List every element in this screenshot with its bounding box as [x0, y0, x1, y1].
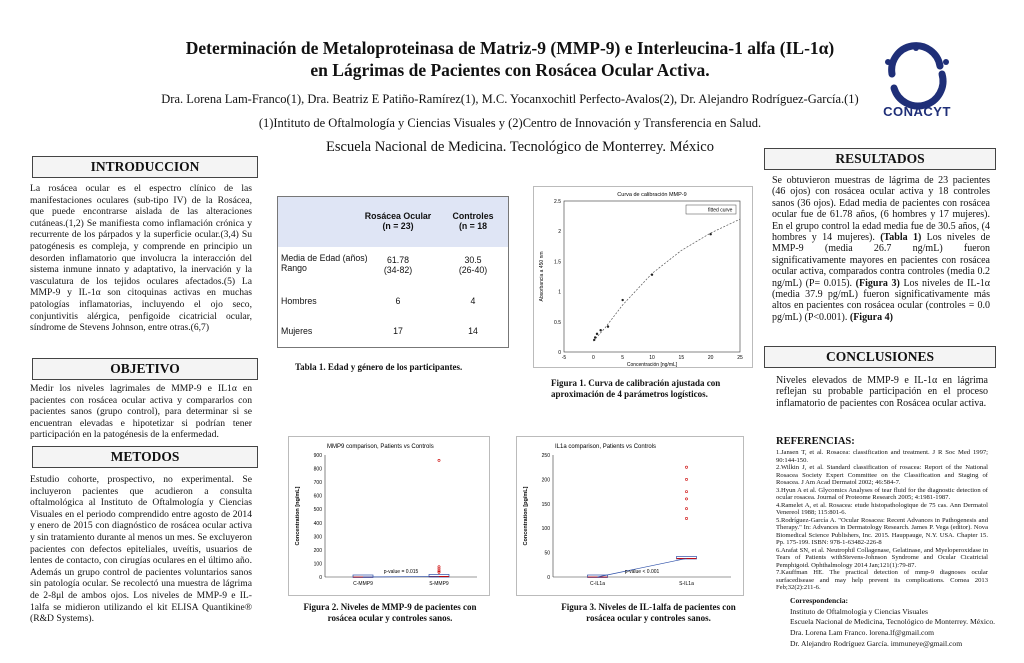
- logo-text: CONACYT: [883, 104, 951, 119]
- y-axis-label: Concentration [pg/mL]: [523, 486, 529, 546]
- data-point: [599, 329, 601, 331]
- institutions: (1)Intituto de Oftalmología y Ciencias Visuales y (2)Centro de Innovación y Transferencia en Salud.: [258, 116, 762, 130]
- conclusiones-text: Niveles elevados de MMP-9 e IL-1α en lágrima reflejan su probable participación en el proceso inflamatorio de pacientes con Rosácea ocular activa.: [776, 375, 988, 409]
- participants-table: [277, 196, 509, 348]
- y-tick-label: 300: [313, 534, 322, 541]
- section-metodos: METODOS: [32, 446, 258, 468]
- outlier-point: [685, 491, 687, 493]
- outlier-point: [685, 466, 687, 468]
- outlier-point: [685, 517, 687, 519]
- resultados-text: [772, 175, 990, 323]
- section-resultados: RESULTADOS: [764, 148, 996, 170]
- chart-title: MMP9 comparison, Patients vs Controls: [327, 444, 434, 450]
- figure-3-caption: Figura 3. Niveles de IL-1alfa de pacientes con rosácea ocular y controles sanos.: [561, 602, 736, 623]
- y-tick-label: 250: [541, 453, 550, 459]
- table-row-label: Media de Edad (años) Rango: [281, 253, 368, 273]
- y-tick-label: 200: [541, 477, 550, 484]
- table-col-rosacea: Rosácea Ocular (n = 23): [364, 211, 432, 231]
- y-axis-label: Concentration [ng/mL]: [295, 486, 301, 546]
- poster-title-line1: Determinación de Metaloproteinasa de Matriz-9 (MMP-9) e Interleucina-1 alfa (IL-1α): [185, 38, 835, 58]
- outlier-point: [685, 498, 687, 500]
- section-objetivo: OBJETIVO: [32, 358, 258, 380]
- y-tick-label: 100: [541, 526, 550, 533]
- legend-label: fitted curve: [708, 207, 733, 214]
- table-cell: 30.5 (26-40): [458, 255, 488, 275]
- table-cell: 17: [393, 326, 403, 336]
- figure-1-calibration-chart: [533, 186, 753, 368]
- data-point: [621, 299, 623, 301]
- x-tick-label: 0: [591, 355, 595, 361]
- y-tick-label: 150: [541, 501, 550, 508]
- x-tick-label: 10: [649, 355, 655, 361]
- resultados-p1: Se obtuvieron muestras de lágrima de 23 pacientes (46 ojos) con rosácea ocular activa y 18 controles sanos (36 ojos). Edad media de pacientes con rosácea ocular fue de 61.78 años, (6 hombres y 17 mujeres). En el grupo control la edad media fue de 30.5 años, (4 hombres y 14 mujeres).: [772, 175, 990, 244]
- section-conclusiones: CONCLUSIONES: [764, 346, 996, 368]
- correspondencia-line: Dra. Lorena Lam Franco. lorena.lf@gmail.com: [790, 628, 935, 638]
- section-introduccion: INTRODUCCION: [32, 156, 258, 178]
- school-name: Escuela Nacional de Medicina. Tecnológico de Monterrey. México: [326, 139, 714, 155]
- x-tick-label: 15: [678, 355, 685, 361]
- table-caption: Tabla 1. Edad y género de los participantes.: [295, 362, 463, 372]
- fitted-curve-line: [593, 219, 740, 341]
- y-tick-label: 1: [558, 289, 561, 296]
- table-col-controles: Controles (n = 18: [452, 211, 494, 231]
- metodos-text: Estudio cohorte, prospectivo, no experimental. Se incluyeron pacientes que acudieron a consulta oftalmológica al Instituto de Oftalmología y Ciencias Visuales en el periodo comprendido entre agosto de 2014 y enero de 2015 con diagnóstico de rosácea ocular activa y sin tratamiento durante al menos un mes. Se excluyeron pacientes con defectos epiteliales, uveítis, usuarios de lentes de contacto, con cirugías oculares en el último año. Además un grupo control de pacientes voluntarios sanos sin patología ocular. Se recolectó una muestra de lágrima de 2-8μl de ambos ojos. Los niveles de MMP-9 e IL-1alfa se midieron utilizando el kit ELISA Quantikine® (R&D Systems).: [30, 474, 252, 625]
- y-tick-label: 0.5: [554, 319, 561, 326]
- y-tick-label: 50: [544, 550, 550, 557]
- x-tick-label: 5: [621, 355, 625, 361]
- data-point: [593, 339, 595, 341]
- correspondencia-heading: Correspondencia:: [790, 596, 849, 605]
- table-cell: 61.78 (34-82): [383, 255, 413, 275]
- y-tick-label: 600: [313, 493, 322, 500]
- resultados-ref-figura3: (Figura 3): [855, 277, 900, 289]
- correspondencia-line: Instituto de Oftalmología y Ciencias Visuales: [790, 606, 928, 616]
- outlier-point: [438, 459, 440, 461]
- poster-title-line2: en Lágrimas de Pacientes con Rosácea Ocular Activa.: [310, 60, 710, 80]
- x-tick-label: S-IL1a: [679, 581, 694, 587]
- objetivo-text: Medir los niveles lagrimales de MMP-9 e IL1α en pacientes con rosácea ocular activa y compararlos con pacientes sanos (grupo control), para determinar si se encuentran elevadas e hipotetizar si podrían tener participación en la patogénesis de la enfermedad.: [30, 383, 252, 441]
- table-cell: 14: [468, 326, 478, 336]
- table-row-label: Mujeres: [281, 326, 313, 336]
- introduccion-text: La rosácea ocular es el espectro clínico de las manifestaciones oculares (sub-tipo IV) de la Rosácea, que puede encontrarse aislada de las alteraciones cutáneas.(1,2) Se manifiesta como inflamación crónica y recurrente de los párpados y la superficie ocular.(3,4) Su patogénesis es compleja, y comprende en principio un desorden inflamatorio que involucra la interacción del sistema inmune innato y adaptativo, la inervación y la vasculatura de los tejidos oculares afectados.(5) La MMP-9 y IL-1α son citoquinas activas en muchas patologías inflamatorias, incluyendo el ojo seco, conjuntivitis alérgica, penfigoide cicatricial ocular, síndrome de Stevens Johnson, entre otras.(6,7): [30, 183, 252, 334]
- y-tick-label: 800: [313, 466, 322, 473]
- x-tick-label: 20: [707, 355, 714, 361]
- plot-frame: [564, 201, 740, 352]
- resultados-p3: Los niveles de IL-1α (media 37.9 pg/mL) fueron significativamente más altos en pacientes con rosácea ocular (controles = 0.0 pg/mL) (P<0.001).: [772, 277, 991, 323]
- figure-1-caption: Figura 1. Curva de calibración ajustada con aproximación de 4 parámetros logísticos.: [551, 378, 721, 399]
- x-tick-label: S-MMP9: [429, 581, 449, 587]
- figure-2-caption: Figura 2. Niveles de MMP-9 de pacientes con rosácea ocular y controles sanos.: [303, 602, 477, 623]
- data-point: [651, 273, 653, 275]
- p-value-annotation: p-value = 0.015: [383, 569, 419, 575]
- y-tick-label: 1.5: [554, 259, 561, 266]
- table-cell: 6: [395, 296, 401, 306]
- reference-item: 2.Wilkin J, et al. Standard classification of rosacea: Report of the National Rosacea Society Expert Committee on the Classification and Staging of Rosacea. J Am Acad Dermatol 2002; 46:584-7.: [776, 464, 988, 486]
- table-row-label: Hombres: [281, 296, 317, 306]
- authors: Dra. Lorena Lam-Franco(1), Dra. Beatriz E Patiño-Ramírez(1), M.C. Yocanxochitl Perfecto-Avalos(2), Dr. Alejandro Rodríguez-García.(1): [161, 92, 859, 106]
- table-cell: 4: [470, 296, 476, 306]
- x-tick-label: C-MMP9: [353, 581, 373, 587]
- p-value-annotation: p-value < 0.001: [624, 569, 660, 575]
- y-tick-label: 0: [319, 575, 322, 581]
- data-point: [709, 233, 711, 235]
- reference-item: 6.Arafat SN, et al. Neutrophil Collagenase, Gelatinase, and Myeloperoxidase in Tears of Patients withStevens-Johnson Syndrome and Ocular Cicatricial Pemphigoid. Ophthalmology 2014 Jan;121(1):79-87.: [776, 546, 988, 569]
- x-axis-label: Concentración [ng/mL]: [626, 362, 678, 368]
- y-tick-label: 200: [313, 547, 322, 554]
- resultados-ref-figura4: (Figura 4): [849, 311, 893, 323]
- reference-item: 4.Ramelet A, et al. Rosacea: etude histopathologique de 75 cas. Ann Dermatol Venereol 1988; 115:801-6.: [776, 501, 988, 516]
- data-point: [607, 325, 609, 327]
- data-point: [596, 333, 598, 335]
- correspondencia-line: Dr. Alejandro Rodríguez García. immuneye@gmail.com: [790, 638, 963, 648]
- chart-title: IL1a comparison, Patients vs Controls: [555, 444, 657, 450]
- reference-item: 3.Hyun A et al. Glycomics Analyses of tear fluid for the diagnostic detection of ocular rosacea. Journal of Proteome Research 2005; 4:1981-1987.: [776, 486, 988, 501]
- reference-item: 7.Kauffman HE. The practical detection of mmp-9 diagnoses ocular surfacedisease and may help prevent its complications. Cornea 2013 Feb;32(2):211-6.: [776, 569, 988, 591]
- y-axis-label: Absorbancia a 450 nm: [539, 251, 545, 302]
- outlier-point: [685, 478, 687, 480]
- y-tick-label: 400: [313, 520, 322, 527]
- figure-3-il1a-boxplot: [516, 436, 744, 596]
- data-point: [594, 336, 596, 338]
- y-tick-label: 0: [558, 350, 561, 356]
- figure-2-mmp9-boxplot: [288, 436, 490, 596]
- x-tick-label: 25: [737, 355, 743, 361]
- y-tick-label: 0: [547, 575, 550, 581]
- y-tick-label: 2.5: [554, 199, 561, 205]
- referencias-heading: REFERENCIAS:: [776, 436, 855, 447]
- chart-title: Curva de calibración MMP-9: [617, 192, 687, 198]
- y-tick-label: 100: [313, 561, 322, 568]
- outlier-point: [685, 508, 687, 510]
- y-tick-label: 700: [313, 480, 322, 487]
- correspondencia: [790, 596, 1000, 650]
- y-tick-label: 900: [313, 453, 322, 459]
- referencias-list: [776, 449, 988, 592]
- x-tick-label: C-IL1a: [589, 581, 606, 587]
- resultados-p2: Los niveles de MMP-9 (media 26.7 ng/mL) fueron significativamente mayores en pacientes con rosácea ocular activa, comparados contra controles (media 0.2 ng/mL) (P= 0.015).: [772, 232, 991, 289]
- y-tick-label: 2: [558, 229, 561, 236]
- resultados-ref-tabla: (Tabla 1): [880, 232, 922, 244]
- correspondencia-line: Escuela Nacional de Medicina, Tecnológico de Monterrey. México.: [790, 617, 996, 627]
- reference-item: 1.Jansen T, et al. Rosacea: classification and treatment. J R Soc Med 1997; 90:144-150.: [776, 449, 988, 464]
- y-tick-label: 500: [313, 507, 322, 514]
- reference-item: 5.Rodríguez-García A. "Ocular Rosacea: Recent Advances in Pathogenesis and Therapy." In: Advances in Dermatology Research. James P. Vega (editor). Nova Biomedical Science Publishers, Inc. 2015. Hauppauge, N.Y. USA. Chapter 15. Pp. 175-199. ISBN: 978-1-63482-226-8: [776, 516, 988, 546]
- x-tick-label: -5: [561, 355, 567, 361]
